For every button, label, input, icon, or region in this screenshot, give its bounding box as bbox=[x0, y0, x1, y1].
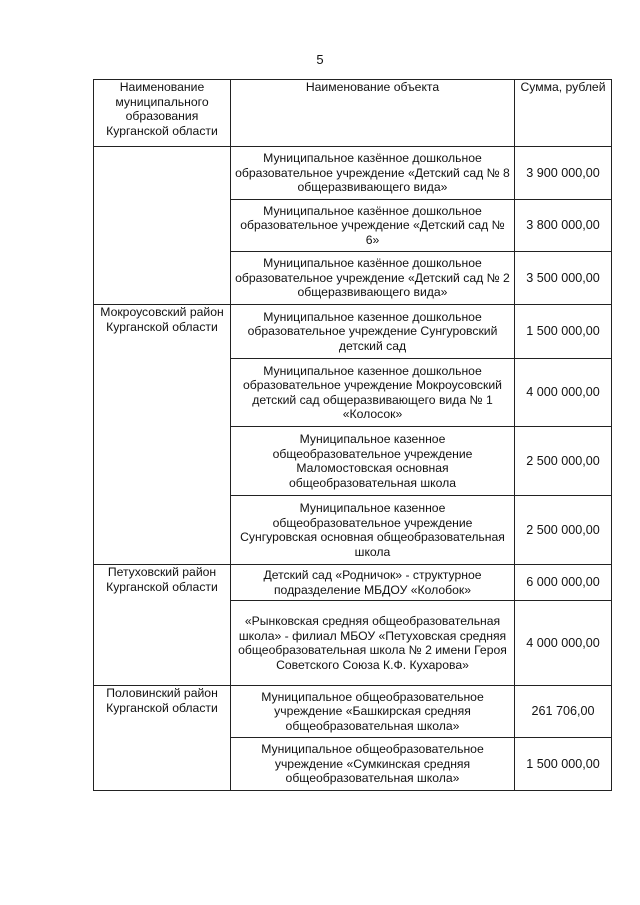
object-cell: Детский сад «Родничок» - структурное подразделение МБДОУ «Колобок» bbox=[231, 565, 515, 601]
object-cell: «Рынковская средняя общеобразовательная школа» - филиал МБОУ «Петуховская средняя общеобразовательная школа № 2 имени Героя Советского Союза К.Ф. Кухарова» bbox=[231, 601, 515, 686]
object-cell: Муниципальное казённое дошкольное образовательное учреждение «Детский сад № 2 общеразвивающего вида» bbox=[231, 252, 515, 305]
table-row bbox=[94, 305, 612, 359]
region-cell bbox=[94, 147, 231, 305]
sum-cell: 3 800 000,00 bbox=[515, 200, 612, 252]
sum-cell: 2 500 000,00 bbox=[515, 427, 612, 496]
object-cell: Муниципальное казенное дошкольное образовательное учреждение Сунгуровский детский сад bbox=[231, 305, 515, 359]
sum-cell: 1 500 000,00 bbox=[515, 305, 612, 359]
object-cell: Муниципальное общеобразовательное учреждение «Сумкинская средняя общеобразовательная школа» bbox=[231, 738, 515, 791]
page-number: 5 bbox=[316, 52, 324, 67]
object-cell: Муниципальное казенное общеобразовательное учреждение Сунгуровская основная общеобразовательная школа bbox=[231, 496, 515, 565]
table-row bbox=[94, 686, 612, 738]
table-header-row bbox=[94, 80, 612, 147]
region-cell: Половинский район Курганской области bbox=[94, 686, 231, 791]
object-cell: Муниципальное казённое дошкольное образовательное учреждение «Детский сад № 6» bbox=[231, 200, 515, 252]
region-cell: Петуховский район Курганской области bbox=[94, 565, 231, 686]
header-sum: Сумма, рублей bbox=[515, 80, 612, 147]
sum-cell: 2 500 000,00 bbox=[515, 496, 612, 565]
sum-cell: 261 706,00 bbox=[515, 686, 612, 738]
sum-cell: 3 900 000,00 bbox=[515, 147, 612, 200]
sum-cell: 1 500 000,00 bbox=[515, 738, 612, 791]
object-cell: Муниципальное общеобразовательное учреждение «Башкирская средняя общеобразовательная школа» bbox=[231, 686, 515, 738]
funding-table bbox=[93, 79, 612, 791]
sum-cell: 4 000 000,00 bbox=[515, 601, 612, 686]
sum-cell: 4 000 000,00 bbox=[515, 359, 612, 427]
object-cell: Муниципальное казенное дошкольное образовательное учреждение Мокроусовский детский сад общеразвивающего вида № 1 «Колосок» bbox=[231, 359, 515, 427]
table-row bbox=[94, 147, 612, 200]
table-row bbox=[94, 565, 612, 601]
region-cell: Мокроусовский район Курганской области bbox=[94, 305, 231, 565]
object-cell: Муниципальное казённое дошкольное образовательное учреждение «Детский сад № 8 общеразвивающего вида» bbox=[231, 147, 515, 200]
sum-cell: 6 000 000,00 bbox=[515, 565, 612, 601]
header-municipality: Наименование муниципального образования Курганской области bbox=[94, 80, 231, 147]
sum-cell: 3 500 000,00 bbox=[515, 252, 612, 305]
object-cell: Муниципальное казенное общеобразовательное учреждение Маломостовская основная общеобразовательная школа bbox=[231, 427, 515, 496]
header-object: Наименование объекта bbox=[231, 80, 515, 147]
